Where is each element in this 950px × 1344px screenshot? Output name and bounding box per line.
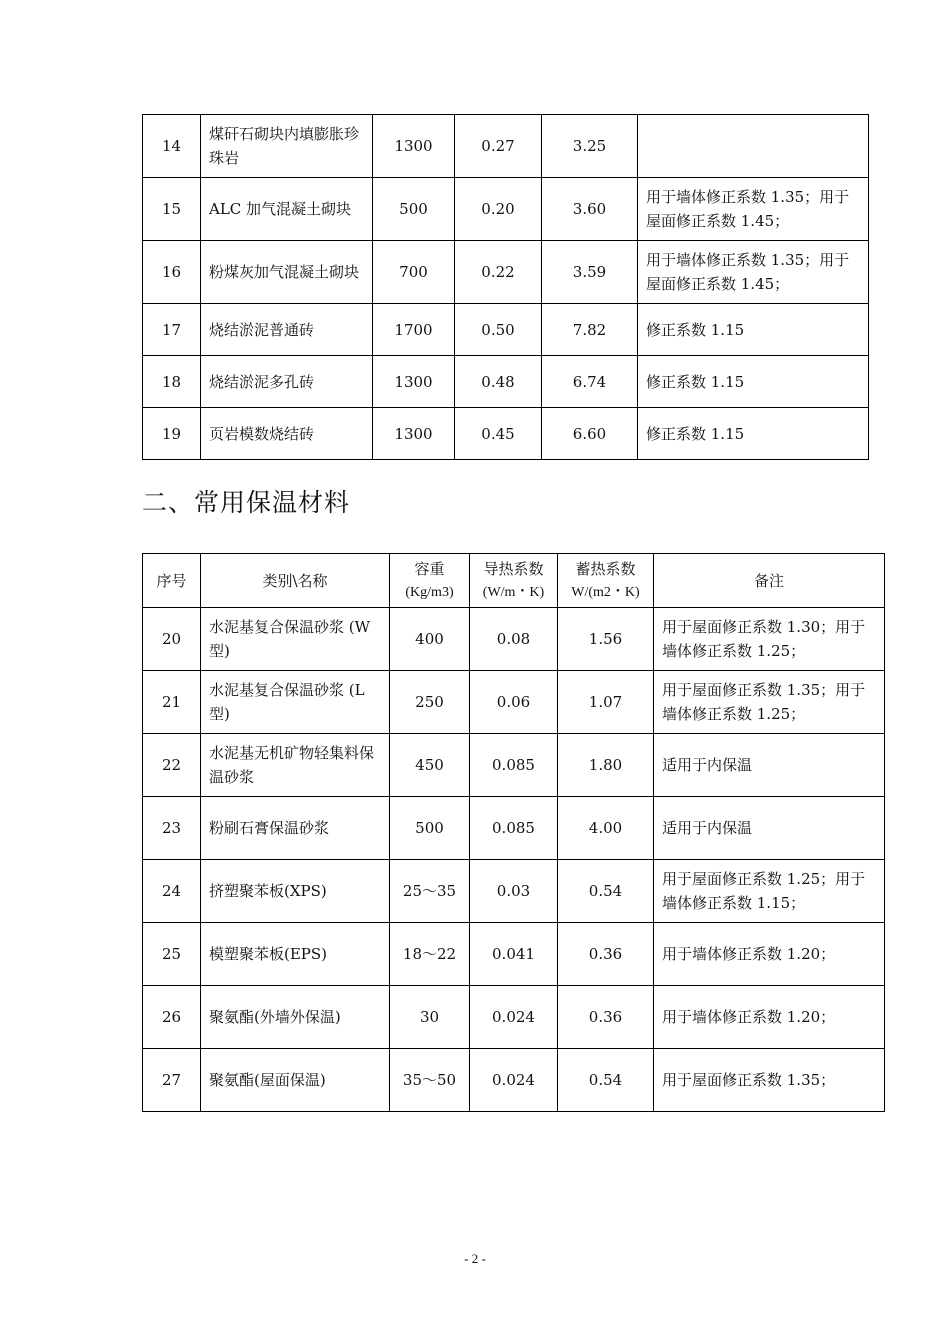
cell-name: 页岩模数烧结砖 (201, 408, 373, 460)
cell-density: 1700 (373, 304, 455, 356)
cell-note: 修正系数 1.15 (638, 304, 869, 356)
cell-storage: 1.07 (558, 671, 654, 734)
cell-name: 模塑聚苯板(EPS) (201, 923, 390, 986)
header-density-unit: (Kg/m3) (405, 584, 454, 600)
header-storage-label: 蓄热系数 (575, 559, 636, 578)
cell-note: 适用于内保温 (654, 734, 885, 797)
cell-note: 修正系数 1.15 (638, 408, 869, 460)
cell-conductivity: 0.085 (470, 734, 558, 797)
building-materials-table (142, 114, 869, 460)
cell-no: 27 (143, 1049, 201, 1112)
cell-storage: 0.36 (558, 986, 654, 1049)
cell-storage: 3.60 (542, 178, 638, 241)
table-row (143, 923, 885, 986)
cell-no: 16 (143, 241, 201, 304)
cell-conductivity: 0.48 (455, 356, 542, 408)
cell-note: 用于墙体修正系数 1.20； (654, 923, 885, 986)
cell-conductivity: 0.20 (455, 178, 542, 241)
table-row (143, 986, 885, 1049)
cell-note: 用于墙体修正系数 1.35；用于屋面修正系数 1.45； (638, 241, 869, 304)
cell-storage: 1.80 (558, 734, 654, 797)
cell-conductivity: 0.08 (470, 608, 558, 671)
cell-no: 26 (143, 986, 201, 1049)
cell-density: 450 (390, 734, 470, 797)
cell-no: 22 (143, 734, 201, 797)
cell-density: 1300 (373, 115, 455, 178)
table-row (143, 1049, 885, 1112)
cell-density: 500 (390, 797, 470, 860)
cell-name: 水泥基复合保温砂浆 (W 型) (201, 608, 390, 671)
cell-storage: 4.00 (558, 797, 654, 860)
header-conductivity-unit: (W/m・K) (482, 584, 545, 600)
table-row (143, 734, 885, 797)
cell-density: 250 (390, 671, 470, 734)
table-row (143, 408, 869, 460)
table-row (143, 860, 885, 923)
cell-no: 15 (143, 178, 201, 241)
cell-density: 30 (390, 986, 470, 1049)
cell-density: 1300 (373, 408, 455, 460)
cell-conductivity: 0.085 (470, 797, 558, 860)
cell-conductivity: 0.024 (470, 986, 558, 1049)
cell-note: 用于屋面修正系数 1.35；用于墙体修正系数 1.25； (654, 671, 885, 734)
table-row (143, 178, 869, 241)
cell-note: 用于墙体修正系数 1.20； (654, 986, 885, 1049)
header-storage-unit: W/(m2・K) (571, 584, 640, 600)
cell-storage: 3.59 (542, 241, 638, 304)
cell-name: 挤塑聚苯板(XPS) (201, 860, 390, 923)
cell-note: 用于屋面修正系数 1.25；用于墙体修正系数 1.15； (654, 860, 885, 923)
insulation-materials-table (142, 553, 885, 1112)
table1-body (143, 115, 869, 460)
header-conductivity (470, 554, 558, 608)
cell-name: 聚氨酯(屋面保温) (201, 1049, 390, 1112)
cell-name: 水泥基复合保温砂浆 (L 型) (201, 671, 390, 734)
cell-conductivity: 0.27 (455, 115, 542, 178)
cell-note: 用于屋面修正系数 1.35； (654, 1049, 885, 1112)
table-row (143, 241, 869, 304)
cell-no: 20 (143, 608, 201, 671)
cell-conductivity: 0.03 (470, 860, 558, 923)
table-row (143, 671, 885, 734)
cell-density: 400 (390, 608, 470, 671)
table-header-row (143, 554, 885, 608)
cell-name: 烧结淤泥多孔砖 (201, 356, 373, 408)
header-storage (558, 554, 654, 608)
cell-note (638, 115, 869, 178)
header-note: 备注 (654, 554, 885, 608)
table-row (143, 608, 885, 671)
cell-name: 粉刷石膏保温砂浆 (201, 797, 390, 860)
cell-storage: 0.54 (558, 860, 654, 923)
header-density-label: 容重 (414, 559, 445, 578)
cell-storage: 6.60 (542, 408, 638, 460)
cell-note: 适用于内保温 (654, 797, 885, 860)
cell-conductivity: 0.22 (455, 241, 542, 304)
cell-name: ALC 加气混凝土砌块 (201, 178, 373, 241)
header-no: 序号 (143, 554, 201, 608)
cell-conductivity: 0.024 (470, 1049, 558, 1112)
cell-no: 19 (143, 408, 201, 460)
cell-conductivity: 0.45 (455, 408, 542, 460)
page-number: - 2 - (464, 1251, 486, 1266)
cell-storage: 0.54 (558, 1049, 654, 1112)
cell-density: 18～22 (390, 923, 470, 986)
cell-note: 用于屋面修正系数 1.30；用于墙体修正系数 1.25； (654, 608, 885, 671)
table2-body (143, 608, 885, 1112)
cell-density: 1300 (373, 356, 455, 408)
cell-no: 18 (143, 356, 201, 408)
cell-conductivity: 0.041 (470, 923, 558, 986)
header-density (390, 554, 470, 608)
cell-name: 烧结淤泥普通砖 (201, 304, 373, 356)
table-row (143, 797, 885, 860)
cell-storage: 3.25 (542, 115, 638, 178)
cell-no: 25 (143, 923, 201, 986)
cell-name: 煤矸石砌块内填膨胀珍珠岩 (201, 115, 373, 178)
cell-density: 35～50 (390, 1049, 470, 1112)
table-row (143, 115, 869, 178)
section-title: 二、常用保温材料 (142, 488, 351, 517)
cell-name: 水泥基无机矿物轻集料保温砂浆 (201, 734, 390, 797)
table-row (143, 356, 869, 408)
cell-no: 17 (143, 304, 201, 356)
cell-name: 粉煤灰加气混凝土砌块 (201, 241, 373, 304)
cell-no: 21 (143, 671, 201, 734)
header-conductivity-label: 导热系数 (483, 559, 544, 578)
cell-conductivity: 0.50 (455, 304, 542, 356)
cell-storage: 0.36 (558, 923, 654, 986)
cell-conductivity: 0.06 (470, 671, 558, 734)
cell-note: 用于墙体修正系数 1.35；用于屋面修正系数 1.45； (638, 178, 869, 241)
cell-no: 24 (143, 860, 201, 923)
cell-no: 23 (143, 797, 201, 860)
cell-density: 700 (373, 241, 455, 304)
table-row (143, 304, 869, 356)
cell-storage: 1.56 (558, 608, 654, 671)
cell-density: 500 (373, 178, 455, 241)
cell-storage: 6.74 (542, 356, 638, 408)
cell-note: 修正系数 1.15 (638, 356, 869, 408)
header-name: 类别\名称 (201, 554, 390, 608)
cell-density: 25～35 (390, 860, 470, 923)
cell-storage: 7.82 (542, 304, 638, 356)
cell-name: 聚氨酯(外墙外保温) (201, 986, 390, 1049)
cell-no: 14 (143, 115, 201, 178)
